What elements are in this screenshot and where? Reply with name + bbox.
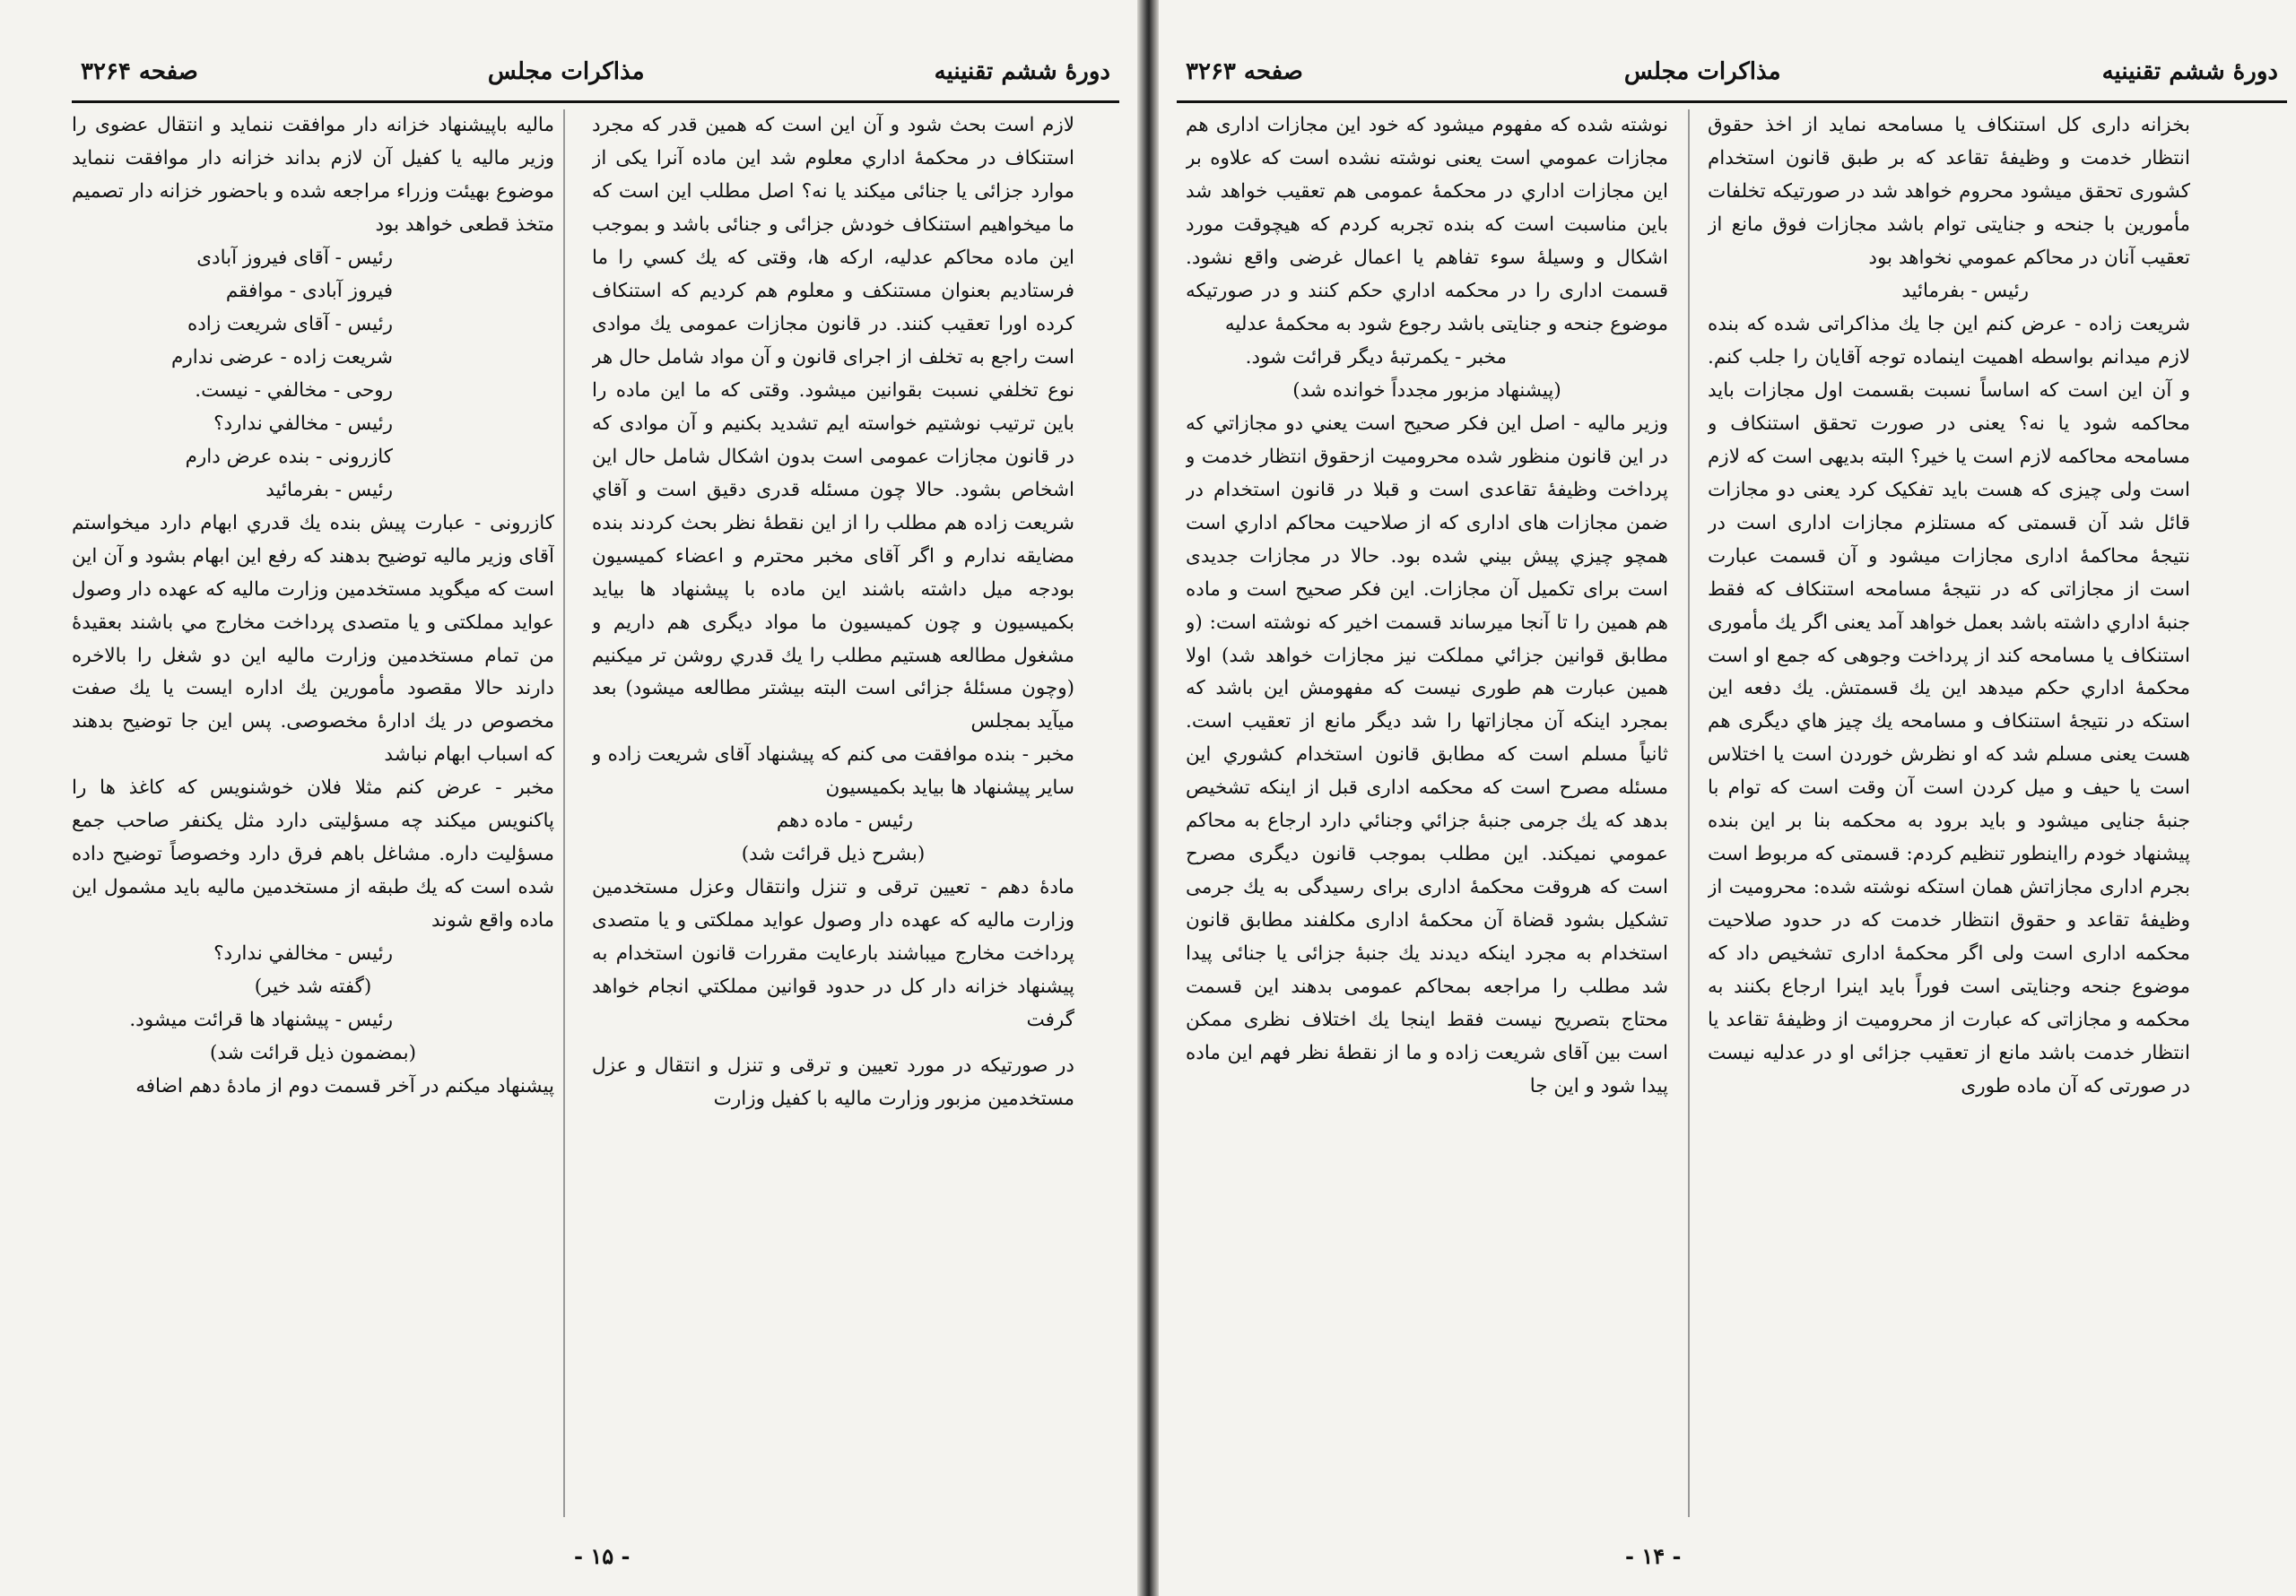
speaker-line: فیروز آبادی - موافقم <box>225 279 393 302</box>
speaker-line: رئیس - مخالفي ندارد؟ <box>213 412 393 435</box>
page-header <box>81 52 1110 91</box>
speaker-line: کازرونی - بنده عرض دارم <box>185 445 393 468</box>
speaker-line: روحی - مخالفي - نیست. <box>195 378 393 402</box>
page-number: صفحه ۳۲۶۴ <box>81 58 198 85</box>
column-divider <box>1688 109 1690 1517</box>
page-header <box>1186 52 2278 91</box>
paragraph: بخزانه داری کل استنکاف یا مسامحه نماید از اخذ حقوق انتظار خدمت و وظیفهٔ تقاعد که بر طبق قانون استخدام کشوری تحقق میشود محروم خواهد شد در صورتیکه تخلفات مأمورین با جنحه و جنایتی توام باشد مجازات فوق مانع از تعقیب آنان در محاکم عمومي نخواهد بود <box>1708 114 2190 269</box>
page-number: صفحه ۳۲۶۳ <box>1186 58 1303 85</box>
speaker-line: رئیس - آقای فیروز آبادی <box>196 246 393 269</box>
paragraph: وزیر مالیه - اصل این فکر صحیح است یعني دو مجازاتي که در این قانون منظور شده محرومیت ازحقوق انتظار خدمت و پرداخت وظیفهٔ تقاعدی است و قبلا در قانون استخدام در ضمن مجازات های اداری که از صلاحیت محاکم اداري است همچو چیزي پیش بیني شده بود. حالا در مجازات جدیدی است برای تکمیل آن مجازات. این فکر صحیح است و ماده هم همین را تا آنجا میرساند قسمت اخیر که نوشته است: (و مطابق قوانین جزائي مملکت نیز مجازات خواهد شد) اولا همین عبارت هم طوری نیست که مفهومش این باشد که بمجرد اینکه آن مجازاتها را شد دیگر مانع از تعقیب است. ثانياً مسلم است که مطابق قانون استخدام کشوري این مسئله مصرح است که محکمه اداری قبل از اینکه تشخیص بدهد که یك جرمی جنبهٔ جزائي وجنائي دارد ارجاع به محاکم عمومي نمیکند. این مطلب بموجب قانون دیگری مصرح است که هروقت محکمهٔ اداری برای رسیدگی به یك جرمی تشکیل بشود قضاة آن محکمهٔ اداری مکلفند مطابق قانون استخدام به مجرد اینکه دیدند یك جنبهٔ جزائی یا جنائی پیدا شد مطلب را مراجعه بمحاکم عمومی بدهند این قسمت محتاج بتصریح نیست فقط اینجا یك اختلاف نظری ممکن است بین آقای شریعت زاده و ما از نقطهٔ نظر فهم این ماده پیدا شود و این جا <box>1186 412 1668 1098</box>
speaker-line: رئیس - ماده دهم <box>776 810 913 833</box>
left-page <box>0 0 1137 1596</box>
paragraph: نوشته شده که مفهوم میشود که خود این مجازات اداری هم مجازات عمومي است یعنی نوشته نشده است که علاوه بر این مجازات اداري در محکمهٔ عمومی هم تعقیب خواهد شد باین مناسبت است که بنده تجربه کردم که هیچوقت مورد اشکال و وسیلهٔ سوء تفاهم یا اعمال غرضی واقع نشود. قسمت اداری را در محکمه اداري حکم کنند و در صورتیکه موضوع جنحه و جنایتی باشد رجوع شود به محکمهٔ عدلیه <box>1186 114 1668 335</box>
session-label: دورهٔ ششم تقنینیه <box>934 58 1110 85</box>
book-gutter <box>1137 0 1159 1596</box>
right-page <box>1159 0 2296 1596</box>
paragraph: مادهٔ دهم - تعیین ترقی و تنزل وانتقال وعزل مستخدمین وزارت مالیه که عهده دار وصول عواید مملکتی و یا متصدی پرداخت مخارج میباشند بارعایت مقررات قانون استخدام به پیشنهاد خزانه دار کل در حدود قوانین مملکتي انجام خواهد گرفت <box>592 876 1074 1032</box>
page-title: مذاکرات مجلس <box>1623 58 1781 85</box>
folio: - ۱۴ - <box>1625 1543 1682 1569</box>
speaker-line: مخبر - یکمرتبهٔ دیگر قرائت شود. <box>1245 345 1507 369</box>
paragraph: در صورتیکه در مورد تعیین و ترقی و تنزل و انتقال و عزل مستخدمین مزبور وزارت مالیه با کفیل وزارت <box>592 1054 1074 1111</box>
paragraph: مالیه باپیشنهاد خزانه دار موافقت ننماید و انتقال عضوی را وزیر مالیه یا کفیل آن لازم بداند خزانه دار موافقت ننماید موضوع بهیئت وزراء مراجعه شده و باحضور خزانه دار تصمیم متخذ قطعی خواهد بود <box>72 114 554 236</box>
speaker-line: رئیس - پیشنهاد ها قرائت میشود. <box>129 1009 393 1032</box>
speaker-line: رئیس - بفرمائید <box>265 478 393 501</box>
speaker-line: رئیس - بفرمائید <box>1901 279 2029 302</box>
paragraph: پیشنهاد میکنم در آخر قسمت دوم از مادهٔ دهم اضافه <box>135 1075 554 1098</box>
folio: - ۱۵ - <box>574 1543 631 1569</box>
column-divider <box>563 109 565 1517</box>
speaker-line: شریعت زاده - عرضی ندارم <box>171 345 393 369</box>
stage-note: (گفته شد خیر) <box>254 976 372 999</box>
text-column-right <box>1708 109 2190 1526</box>
header-rule <box>72 100 1119 103</box>
paragraph: کازرونی - عبارت پیش بنده یك قدري ابهام دارد میخواستم آقای وزیر مالیه توضیح بدهند که رفع این ابهام بشود و آن این است که میگوید مستخدمین وزارت مالیه که عهده دار وصول عواید مملکتی و یا متصدی پرداخت مخارج مي باشند بعقیدهٔ من تمام مستخدمین وزارت مالیه این دو شغل را بالاخره دارند حالا مقصود مأمورین یك اداره ایست یا یك صفت مخصوص در یك ادارهٔ مخصوصی. پس این جا توضیح بدهند که اسباب ابهام نباشد <box>72 511 554 767</box>
stage-note: (بمضمون ذیل قرائت شد) <box>209 1042 416 1065</box>
paragraph: مخبر - عرض کنم مثلا فلان خوشنویس که کاغذ ها را پاکنویس میکند چه مسؤلیتی دارد مثل یکنفر صاحب جمع مسؤلیت داره. مشاغل باهم فرق دارد وخصوصاً توضیح داده شده است که یك طبقه از مستخدمین مالیه باید مشمول این ماده واقع شوند <box>72 776 554 932</box>
paragraph: لازم است بحث شود و آن این است که همین قدر که مجرد استنکاف در محکمهٔ اداري معلوم شد این ماده آنرا یکی از موارد جزائی یا جنائی میکند یا نه؟ اصل مطلب این است که ما میخواهیم استنکاف خودش جزائی و جنائی باشد و بموجب این ماده محاکم عدلیه، ارکه ها، وقتی که یك کسي را ما فرستادیم بعنوان مستنکف و معلوم هم کردیم که استنکاف کرده اورا تعقیب کنند. در قانون مجازات عمومی یك موادی است راجع به تخلف از اجرای قانون و آن مواد شامل حال هر نوع تخلفي نسبت بقوانین میشود. وقتی که ما این ماده را باین ترتیب نوشتیم خواسته ایم تشدید بکنیم و آن موادی که در قانون مجازات عمومی است بدون اشکال شامل حال این اشخاص بشود. حالا چون مسئله قدری دقیق است و آقاي شریعت زاده هم مطلب را از این نقطهٔ نظر بحث کردند بنده مضایقه ندارم و اگر آقای مخبر محترم و اعضاء کمیسیون بودجه میل داشته باشند این ماده با پیشنهاد ها بیاید بکمیسیون و چون کمیسیون ما مواد دیگری هم داریم و مشغول مطالعه هستیم مطلب را یك قدري روشن تر میکنیم (وچون مسئلهٔ جزائی است البته بیشتر مطالعه میشود) بعد میآید بمجلس <box>592 114 1074 733</box>
text-column-right <box>592 109 1074 1526</box>
page-title: مذاکرات مجلس <box>487 58 645 85</box>
paragraph: مخبر - بنده موافقت می کنم که پیشنهاد آقای شریعت زاده و سایر پیشنهاد ها بیاید بکمیسیون <box>592 743 1074 800</box>
stage-note: (بشرح ذیل قرائت شد) <box>741 843 926 866</box>
session-label: دورهٔ ششم تقنینیه <box>2101 58 2278 85</box>
paragraph: شریعت زاده - عرض کنم این جا یك مذاکراتی شده که بنده لازم میدانم بواسطه اهمیت اینماده توجه آقایان را جلب کنم. و آن این است که اساساً نسبت بقسمت اول مجازات باید محاکمه شود یا نه؟ یعنی در صورت تحقق استنکاف و مسامحه محاکمه لازم است یا خیر؟ البته بدیهی است که لازم است ولی چیزی که هست باید تفکیک کرد یعنی دو مجازات قائل شد آن قسمتی که مستلزم مجازات اداری است در نتیجهٔ محاکمهٔ اداری مجازات میشود و آن قسمت عبارت است از مجازاتی که در نتیجهٔ مسامحه استنکاف که فقط جنبهٔ اداري داشته باشد بعمل خواهد آمد یعنی اگر یك مأموری استنکاف یا مسامحه کند از پرداخت وجوهی که جمع او است محکمهٔ اداري حکم میدهد این یك قسمتش. یك دفعه این استکه در نتیجهٔ استنکاف و مسامحه یك چیز هاي دیگری هم هست یعنی مسلم شد که او نظرش خوردن است یا اختلاس است یا حیف و میل کردن است آن وقت است که توام با جنبهٔ جنایی میشود و باید برود به محکمه بنا بر این بنده پیشنهاد خودم رااینطور تنظیم کردم: قسمتی که مربوط است بجرم اداری مجازاتش همان استکه نوشته شده: محرومیت از وظیفهٔ تقاعد و حقوق انتظار خدمت که در حدود صلاحیت محکمه اداری است ولی اگر محکمهٔ اداری تشخیص داد که موضوع جنحه وجنایتی است فوراً باید اینرا ارجاع بکنند به محکمه و مجازاتی که عبارت از محرومیت از وظیفهٔ تقاعد یا انتظار خدمت باشد مانع از تعقیب جزائی او در عدلیه نیست در صورتی که آن ماده طوری <box>1708 312 2190 1098</box>
text-column-left <box>1186 109 1668 1526</box>
speaker-line: رئیس - آقای شریعت زاده <box>187 312 393 335</box>
speaker-line: رئیس - مخالفي ندارد؟ <box>213 942 393 966</box>
text-column-left <box>72 109 554 1526</box>
header-rule <box>1177 100 2287 103</box>
stage-note: (پیشنهاد مزبور مجدداً خوانده شد) <box>1292 378 1561 402</box>
